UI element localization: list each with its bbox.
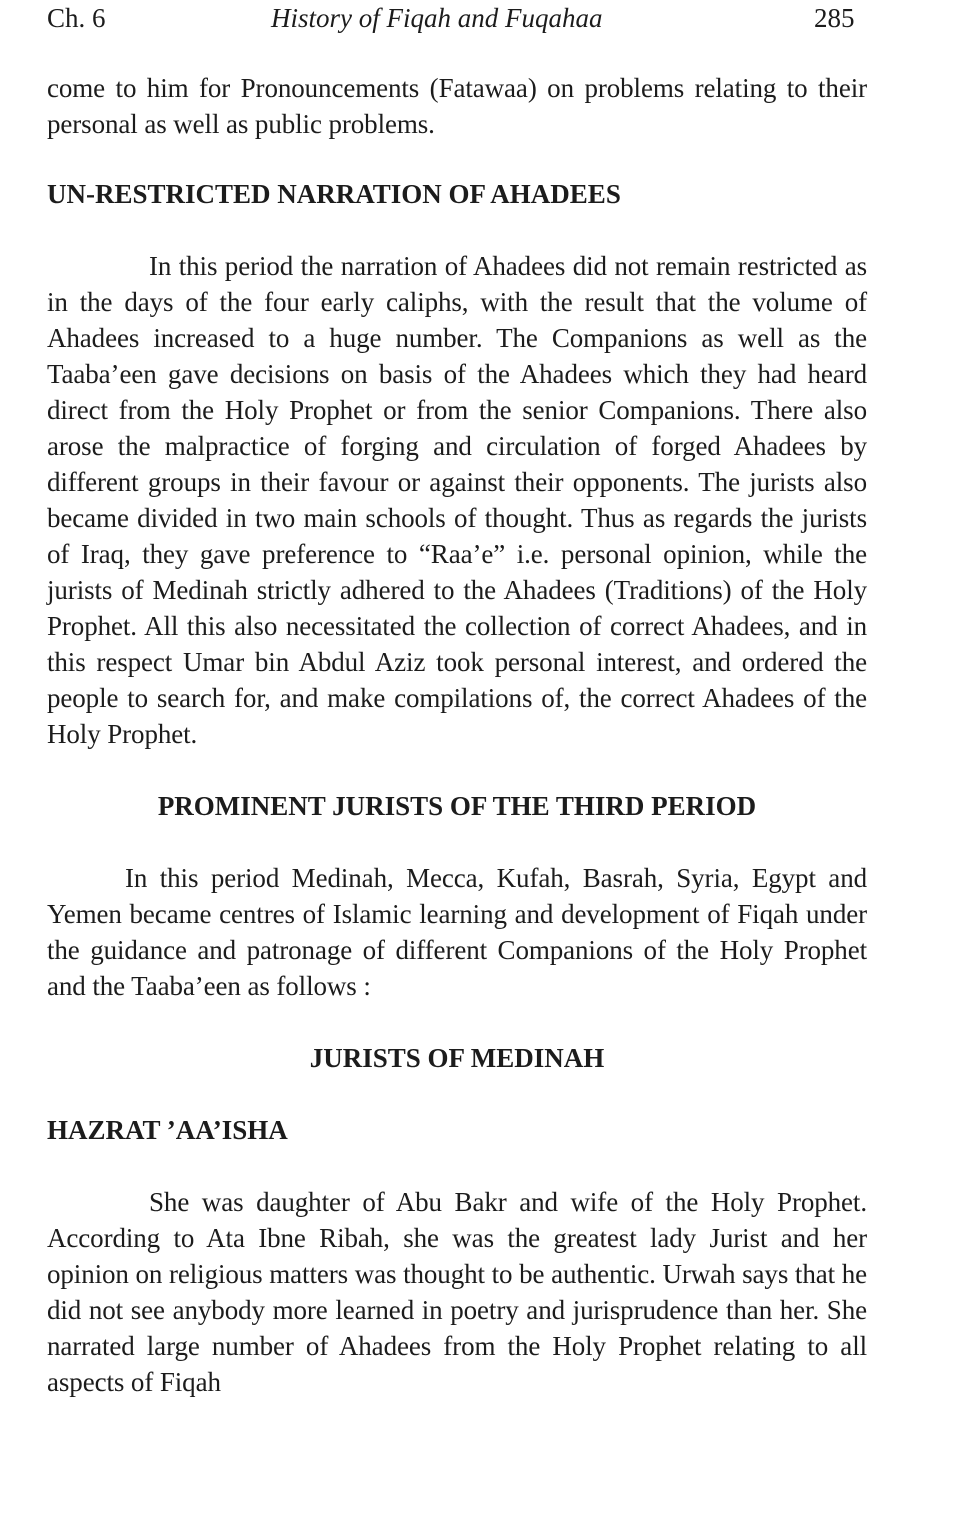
subheading-hazrat-aaisha: HAZRAT ’AA’ISHA <box>47 1115 288 1145</box>
book-page <box>47 0 867 1400</box>
paragraph-prominent-jurists: In this period Medinah, Mecca, Kufah, Basrah, Syria, Egypt and Yemen became centres of Islamic learning and development of Fiqah under the guidance and patronage of different Companions of the Holy Prophet and the Taaba’een as follows : <box>47 863 867 1001</box>
section-heading-prominent-jurists: PROMINENT JURISTS OF THE THIRD PERIOD <box>157 791 757 821</box>
running-head <box>47 0 867 36</box>
paragraph-unrestricted-narration: In this period the narration of Ahadees did not remain restricted as in the days of the four early caliphs, with the result that the volume of Ahadees increased to a huge number. The Companions as well as the Taaba’een gave decisions on basis of the Ahadees which they had heard direct from the Holy Prophet or from the senior Companions. There also arose the malpractice of forging and circulation of forged Ahadees by different groups in their favour or against their opponents. The jurists also became divided in two main schools of thought. Thus as regards the jurists of Iraq, they gave preference to “Raa’e” i.e. personal opinion, while the jurists of Medinah strictly adhered to the Ahadees (Traditions) of the Holy Prophet. All this also necessitated the collection of correct Ahadees, and in this respect Umar bin Abdul Aziz took personal interest, and ordered the people to search for, and make compilations of, the correct Ahadees of the Holy Prophet. <box>47 251 867 749</box>
paragraph-hazrat-aaisha: She was daughter of Abu Bakr and wife of the Holy Prophet. According to Ata Ibne Ribah, she was the greatest lady Jurist and her opinion on religious matters was thought to be authentic. Urwah says that he did not see anybody more learned in poetry and jurisprudence than her. She narrated large number of Ahadees from the Holy Prophet relating to all aspects of Fiqah <box>47 1187 867 1397</box>
section-heading-jurists-of-medinah: JURISTS OF MEDINAH <box>309 1043 605 1073</box>
continuation-paragraph: come to him for Pronouncements (Fatawaa) on problems relating to their personal as well as public problems. <box>47 73 867 139</box>
page-number: 285 <box>814 3 855 33</box>
book-title: History of Fiqah and Fuqahaa <box>271 3 603 33</box>
chapter-label: Ch. 6 <box>47 3 106 33</box>
section-heading-unrestricted-narration: UN-RESTRICTED NARRATION OF AHADEES <box>47 179 621 209</box>
